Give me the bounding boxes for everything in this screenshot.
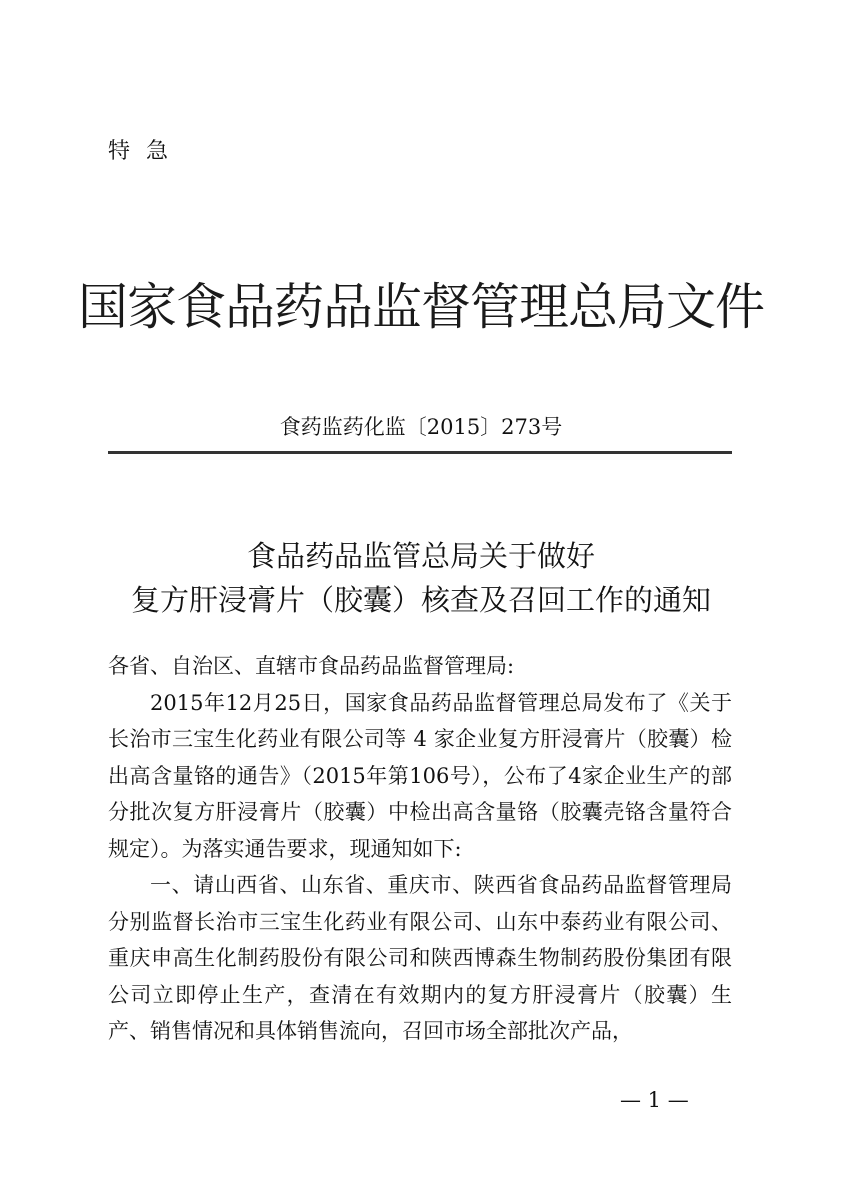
paragraph-1: 2015年12月25日，国家食品药品监督管理总局发布了《关于长治市三宝生化药业有限公司等 4 家企业复方肝浸膏片（胶囊）检出高含量铬的通告》（2015年第106号），公布了4家企业生产的部分批次复方肝浸膏片（胶囊）中检出高含量铬（胶囊壳铬含量符合规定）。为落实通告要求，现通知如下: [108,690,732,861]
page-number-text: — 1 — [620,1088,689,1112]
salutation: 各省、自治区、直辖市食品药品监督管理局: [108,654,515,678]
document-body [108,648,732,1050]
document-number: 食药监药化监〔2015〕273号 [279,415,563,439]
paragraph-2: 一、请山西省、山东省、重庆市、陕西省食品药品监督管理局分别监督长治市三宝生化药业有限公司、山东中泰药业有限公司、重庆申高生化制药股份有限公司和陕西博森生物制药股份集团有限公司立即停止生产，查清在有效期内的复方肝浸膏片（胶囊）生产、销售情况和具体销售流向，召回市场全部批次产品， [108,873,732,1043]
document-title-line-2: 复方肝浸膏片（胶囊）核查及召回工作的通知 [130,583,711,617]
urgency-label: 特急 [108,139,185,164]
header-divider [108,451,732,454]
page-number [0,1088,842,1112]
document-title-line-1: 食品药品监管总局关于做好 [246,539,595,573]
issuer-heading: 国家食品药品监督管理总局文件 [78,278,764,336]
